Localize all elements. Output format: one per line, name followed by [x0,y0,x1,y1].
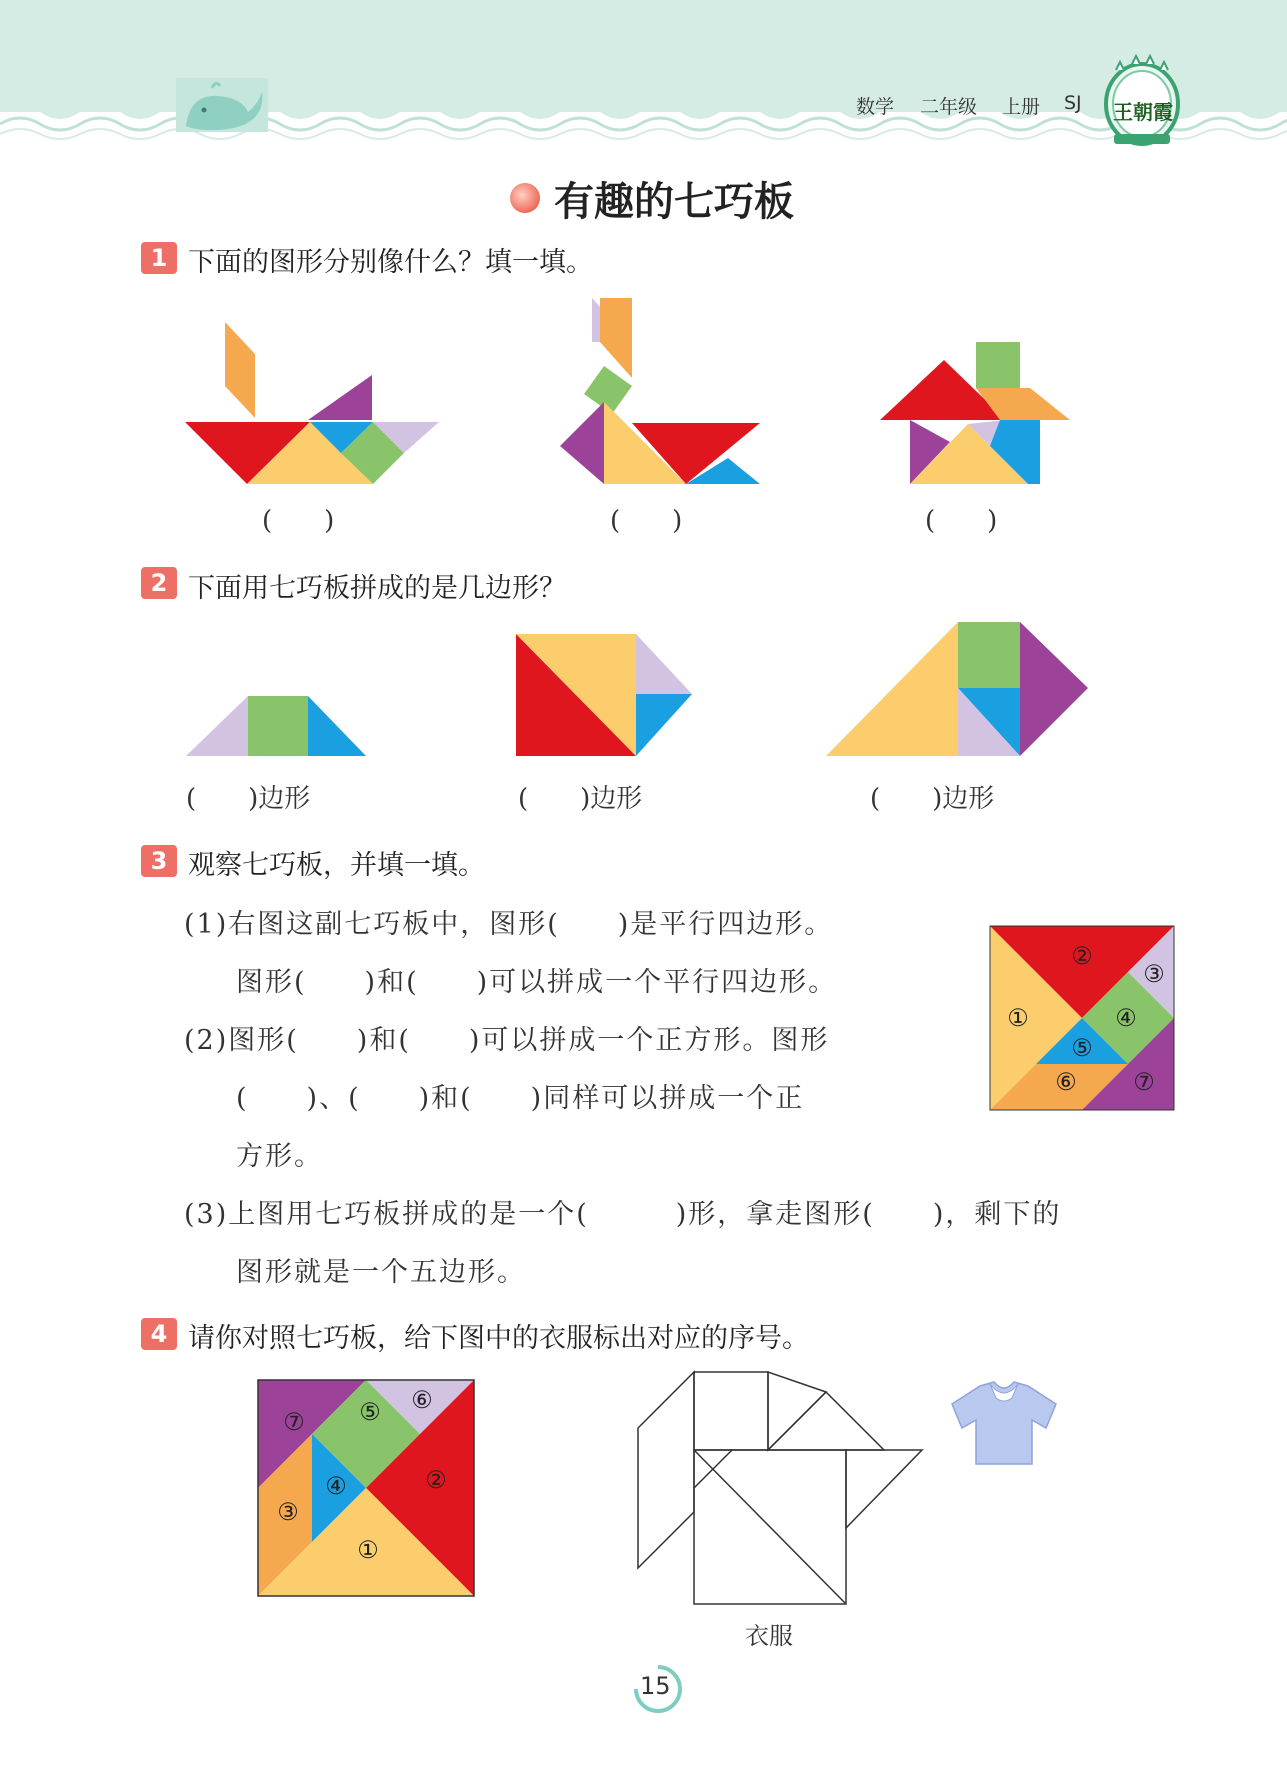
q2-blank-3[interactable]: ( )边形 [870,784,995,814]
page-number: 15 [640,1672,671,1700]
q4-piece-label-7: ⑦ [283,1408,305,1436]
q4-piece-label-6: ⑥ [411,1386,433,1414]
q3-line-7: 图形就是一个五边形。 [236,1257,526,1288]
q3-piece-label-1: ① [1007,1004,1029,1032]
clothes-caption: 衣服 [745,1622,793,1650]
question-2-badge: 2 [141,567,177,599]
question-3-text: 观察七巧板，并填一填。 [188,850,485,881]
subject-label: 数学 [856,96,895,118]
q3-line-4: ( )、( )和( )同样可以拼成一个正 [236,1083,805,1114]
q4-piece-label-5: ⑤ [359,1398,381,1426]
q3-line-3: (2)图形( )和( )可以拼成一个正方形。图形 [184,1025,830,1056]
edition-label: SJ [1064,92,1082,114]
logo-text: 王朝霞 [1113,100,1173,124]
q3-line-6: (3)上图用七巧板拼成的是一个( )形，拿走图形( )，剩下的 [184,1199,1062,1230]
q4-piece-label-3: ③ [277,1498,299,1526]
q2-blank-1[interactable]: ( )边形 [186,784,311,814]
q4-piece-label-2: ② [425,1466,447,1494]
q3-line-5: 方形。 [236,1141,323,1172]
question-1-badge: 1 [141,242,177,274]
question-4-badge: 4 [141,1318,177,1350]
tangram-trapezoid [186,688,376,758]
tangram-square-q4 [258,1380,478,1600]
tangram-boat [185,322,445,512]
q1-blank-3[interactable]: ( ) [925,506,998,536]
q3-piece-label-6: ⑥ [1055,1068,1077,1096]
q1-blank-2[interactable]: ( ) [610,506,683,536]
q4-piece-label-4: ④ [325,1472,347,1500]
question-4-text: 请你对照七巧板，给下图中的衣服标出对应的序号。 [188,1323,809,1354]
q4-piece-label-1: ① [357,1536,379,1564]
question-3-badge: 3 [141,845,177,877]
q3-line-1: (1)右图这副七巧板中，图形( )是平行四边形。 [184,909,834,940]
volume-label: 上册 [1002,96,1041,118]
q1-blank-1[interactable]: ( ) [262,506,335,536]
tangram-house [880,342,1080,502]
tangram-square-q3 [990,926,1176,1112]
tangram-pentagon [514,632,704,762]
clothes-outline [636,1372,936,1612]
shirt-icon [944,1380,1064,1470]
tangram-quadrilateral [826,622,1106,762]
section-title [510,170,794,226]
q2-blank-2[interactable]: ( )边形 [518,784,643,814]
q3-piece-label-3: ③ [1143,960,1165,988]
grade-label: 二年级 [920,96,978,118]
q3-line-2: 图形( )和( )可以拼成一个平行四边形。 [236,967,838,998]
q3-piece-label-4: ④ [1115,1004,1137,1032]
question-1-text: 下面的图形分别像什么？填一填。 [188,247,593,278]
q3-piece-label-2: ② [1071,942,1093,970]
whale-icon [172,76,272,136]
q3-piece-label-7: ⑦ [1133,1068,1155,1096]
question-2-text: 下面用七巧板拼成的是几边形？ [188,573,566,604]
title-bullet-icon [510,183,540,213]
q3-piece-label-5: ⑤ [1071,1034,1093,1062]
tangram-swan [560,298,760,498]
page-title: 有趣的七巧板 [554,178,794,225]
page-header [0,0,1287,160]
